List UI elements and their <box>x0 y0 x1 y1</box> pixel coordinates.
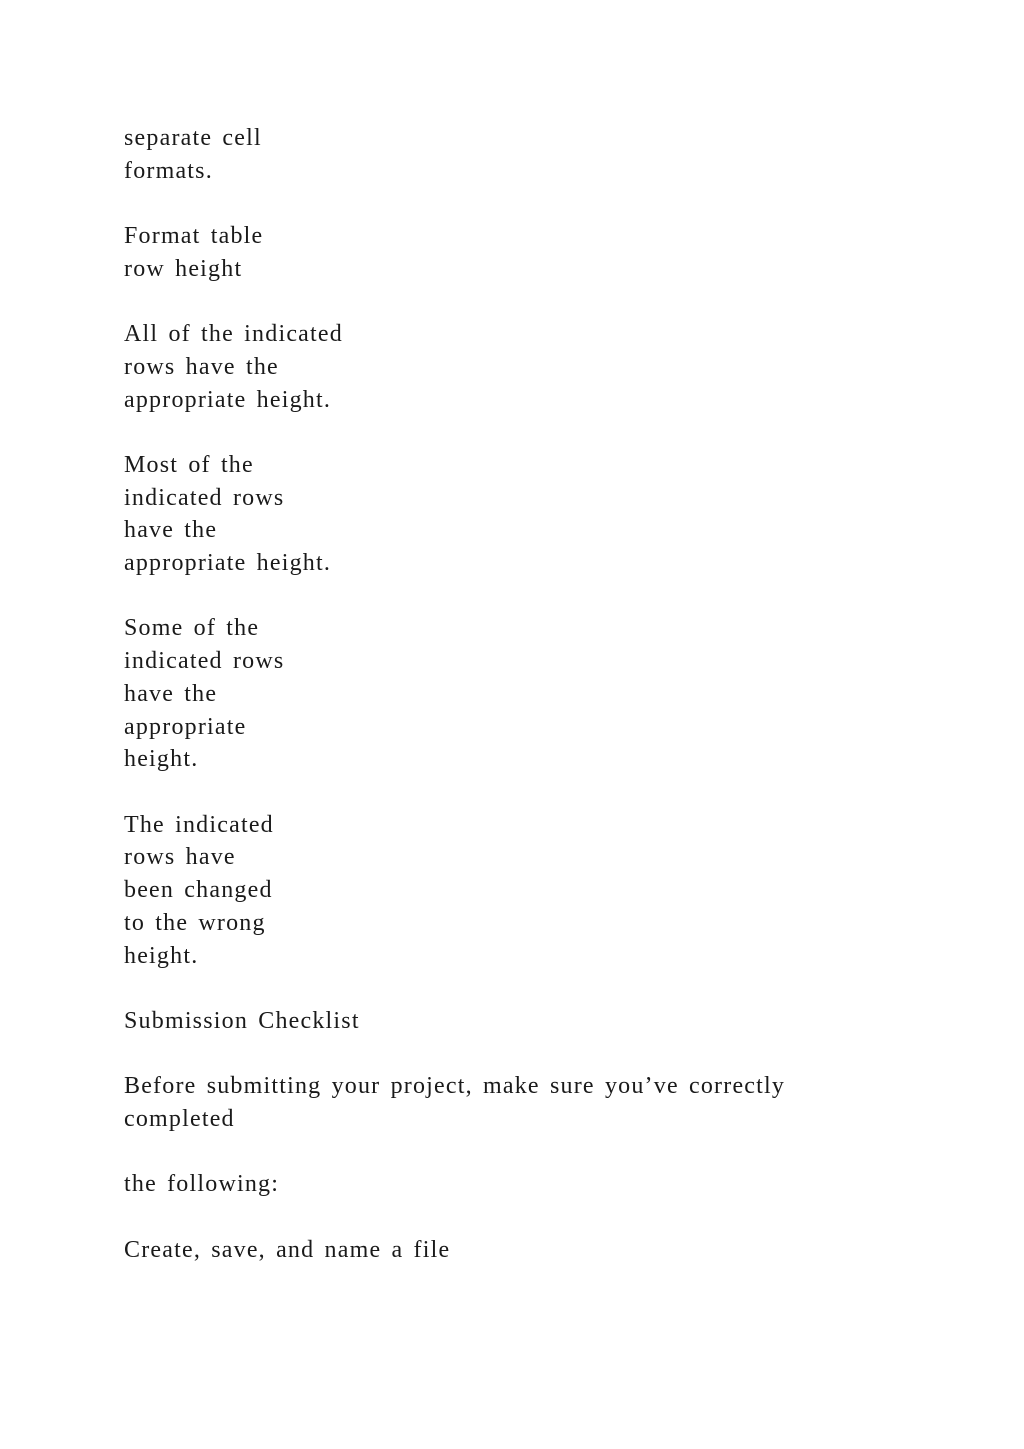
text-line: The indicated <box>124 811 274 838</box>
text-line: row height <box>124 255 243 282</box>
text-line: have the <box>124 517 218 544</box>
text-line: Some of the <box>124 615 260 642</box>
text-line: Before submitting your project, make sure you’ve correctly <box>124 1073 786 1100</box>
document-body <box>124 122 884 1299</box>
text-line: height. <box>124 746 199 773</box>
heading-text: Submission Checklist <box>124 1007 360 1034</box>
text-line: appropriate height. <box>124 386 332 413</box>
paragraph-the-following <box>124 1168 884 1201</box>
text-line: Create, save, and name a file <box>124 1236 451 1263</box>
text-line: the following: <box>124 1171 280 1198</box>
text-line: indicated rows <box>124 648 285 675</box>
text-line: rows have the <box>124 353 279 380</box>
paragraph-before-submitting <box>124 1070 884 1135</box>
text-line: indicated rows <box>124 484 285 511</box>
paragraph-criterion-some <box>124 612 884 776</box>
text-line: appropriate height. <box>124 550 332 577</box>
paragraph-format-row-height <box>124 220 884 285</box>
text-line: have the <box>124 680 218 707</box>
text-line: All of the indicated <box>124 321 343 348</box>
paragraph-cell-formats-fragment <box>124 122 884 187</box>
text-line: formats. <box>124 157 213 184</box>
paragraph-create-save-name <box>124 1234 884 1267</box>
text-line: to the wrong <box>124 909 266 936</box>
text-line: separate cell <box>124 125 262 151</box>
paragraph-criterion-most <box>124 449 884 580</box>
text-line: Format table <box>124 223 264 250</box>
text-line: rows have <box>124 844 236 871</box>
text-line: appropriate <box>124 713 247 740</box>
paragraph-criterion-wrong <box>124 809 884 973</box>
text-line: height. <box>124 942 199 969</box>
section-heading-submission-checklist <box>124 1005 884 1038</box>
text-line: Most of the <box>124 451 254 478</box>
text-line: completed <box>124 1105 235 1132</box>
paragraph-criterion-all <box>124 318 884 416</box>
text-line: been changed <box>124 877 273 904</box>
